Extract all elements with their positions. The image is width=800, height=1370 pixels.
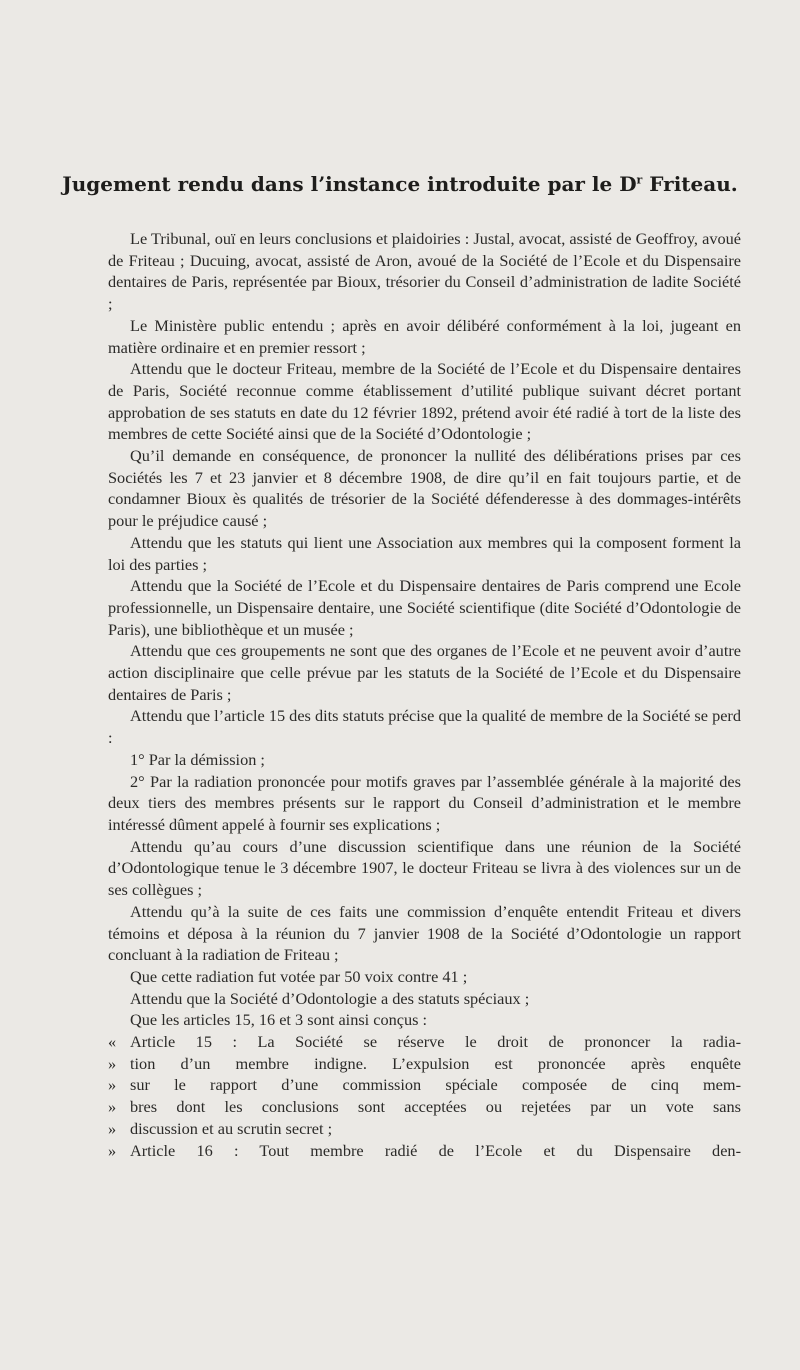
paragraph: Le Tribunal, ouï en leurs conclusions et plaidoiries : Justal, avocat, assisté de Geoffroy, avoué de Friteau ; Ducuing, avocat, assisté de Aron, avoué de la Société de l’Ecole et du Dispensaire dentaires de Paris, représentée par Bioux, trésorier du Conseil d’administration de ladite Société ; <box>108 229 741 314</box>
page-title <box>0 172 800 196</box>
paragraph: Que les articles 15, 16 et 3 sont ainsi conçus : <box>130 1010 428 1030</box>
title-superscript: r <box>636 173 643 187</box>
quote-line <box>108 1140 741 1162</box>
quote-line <box>108 1118 741 1140</box>
paragraph: Attendu que le docteur Friteau, membre de la Société de l’Ecole et du Dispensaire dentaires de Paris, Société reconnue comme établissement d’utilité publique suivant décret portant approbation de ses statuts en date du 12 février 1892, prétend avoir été radié à tort de la liste des membres de cette Société ainsi que de la Société d’Odontologie ; <box>108 359 741 444</box>
paragraph: 2° Par la radiation prononcée pour motifs graves par l’assemblée générale à la majorité des deux tiers des membres présents sur le rapport du Conseil d’administration et le membre intéressé dûment appelé à fournir ses explications ; <box>108 771 741 834</box>
quote-mark: » <box>108 1075 117 1095</box>
paragraph: Attendu que les statuts qui lient une Association aux membres qui la composent forment la loi des parties ; <box>108 532 741 574</box>
quote-mark: » <box>108 1118 117 1138</box>
quote-text: discussion et au scrutin secret ; <box>130 1118 333 1138</box>
paragraph: Attendu qu’au cours d’une discussion scientifique dans une réunion de la Société d’Odontologique tenue le 3 décembre 1907, le docteur Friteau se livra à des violences sur un de ses collègues ; <box>108 836 741 900</box>
paragraph: Attendu que l’article 15 des dits statuts précise que la qualité de membre de la Société se perd : <box>108 706 741 748</box>
quote-line <box>108 1096 741 1118</box>
quote-mark: « <box>108 1032 117 1052</box>
paragraph: Attendu qu’à la suite de ces faits une commission d’enquête entendit Friteau et divers témoins et déposa à la réunion du 7 janvier 1908 de la Société d’Odontologie un rapport concluant à la radiation de Friteau ; <box>108 901 741 965</box>
quote-text: sur le rapport d’une commission spéciale composée de cinq mem- <box>130 1075 741 1095</box>
quote-mark: » <box>108 1140 117 1160</box>
paragraph: Attendu que la Société d’Odontologie a des statuts spéciaux ; <box>130 988 530 1008</box>
title-end: Friteau. <box>642 172 738 196</box>
quote-text: Article 15 : La Société se réserve le droit de prononcer la radia- <box>130 1032 741 1052</box>
title-text: Jugement rendu dans l’instance introduite par le D <box>62 172 637 196</box>
paragraph: Le Ministère public entendu ; après en avoir délibéré conformément à la loi, jugeant en matière ordinaire et en premier ressort ; <box>108 315 741 357</box>
quote-line <box>108 1074 741 1096</box>
quote-mark: » <box>108 1053 117 1073</box>
quote-text: bres dont les conclusions sont acceptées ou rejetées par un vote sans <box>130 1097 741 1117</box>
paragraph: Que cette radiation fut votée par 50 voix contre 41 ; <box>130 966 468 986</box>
quote-line <box>108 1053 741 1075</box>
quote-text: Article 16 : Tout membre radié de l’Ecole et du Dispensaire den- <box>130 1140 741 1160</box>
quote-mark: » <box>108 1097 117 1117</box>
statute-quote <box>108 1031 741 1161</box>
document-body <box>108 228 741 1161</box>
quote-text: tion d’un membre indigne. L’expulsion est prononcée après enquête <box>130 1053 741 1073</box>
paragraph: Qu’il demande en conséquence, de prononcer la nullité des délibérations prises par ces Sociétés les 7 et 23 janvier et 8 décembre 1908, de dire qu’il en fait toujours partie, et de condamner Bioux ès qualités de trésorier de la Société défenderesse à des dommages-intérêts pour le préjudice causé ; <box>108 446 741 531</box>
paragraph: Attendu que ces groupements ne sont que des organes de l’Ecole et ne peuvent avoir d’autre action disciplinaire que celle prévue par les statuts de la Société de l’Ecole et du Dispensaire dentaires de Paris ; <box>108 641 741 704</box>
quote-line <box>108 1031 741 1053</box>
paragraph: 1° Par la démission ; <box>130 749 265 769</box>
paragraph: Attendu que la Société de l’Ecole et du Dispensaire dentaires de Paris comprend une Ecole professionnelle, un Dispensaire dentaire, une Société scientifique (dite Société d’Odontologie de Paris), une bibliothèque et un musée ; <box>108 576 741 639</box>
